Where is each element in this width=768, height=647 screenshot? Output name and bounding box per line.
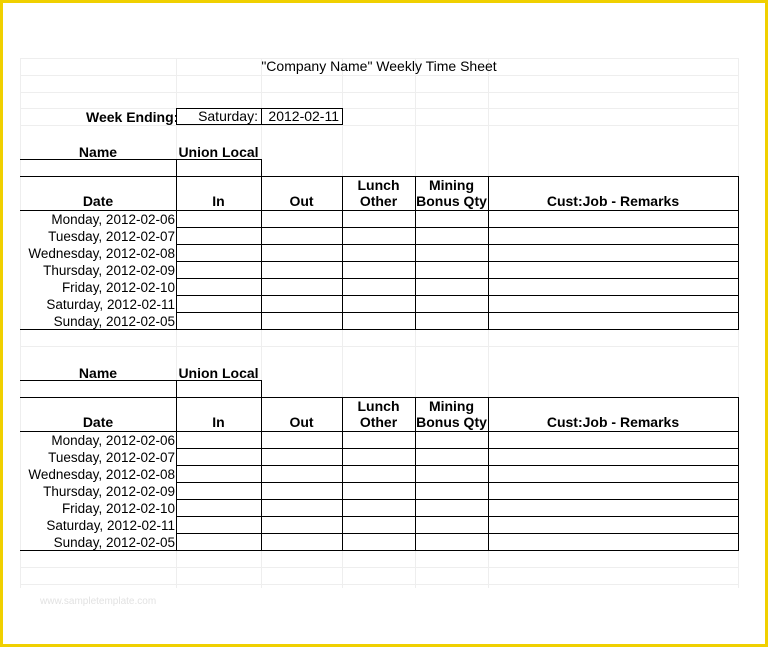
col-lunch-line2: Other bbox=[359, 193, 398, 209]
union-local-label: Union Local bbox=[178, 144, 259, 160]
name-label: Name bbox=[78, 365, 118, 381]
gridline bbox=[20, 346, 738, 347]
day-row-label: Friday, 2012-02-10 bbox=[61, 501, 175, 516]
day-row-label: Thursday, 2012-02-09 bbox=[43, 263, 175, 278]
col-out: Out bbox=[289, 414, 314, 430]
gridline bbox=[20, 125, 738, 126]
col-mining-line2: Bonus Qty bbox=[416, 414, 487, 430]
day-row-label: Saturday, 2012-02-11 bbox=[46, 518, 175, 533]
col-mining-line1: Mining bbox=[428, 177, 475, 193]
day-row-label: Wednesday, 2012-02-08 bbox=[28, 467, 175, 482]
col-lunch bbox=[342, 398, 415, 430]
col-mining-line2: Bonus Qty bbox=[416, 193, 487, 209]
col-lunch-line1: Lunch bbox=[357, 398, 400, 414]
name-label: Name bbox=[78, 144, 118, 160]
week-ending-label: Week Ending: bbox=[86, 109, 179, 125]
col-in: In bbox=[212, 414, 225, 430]
day-row-label: Sunday, 2012-02-05 bbox=[53, 535, 175, 550]
week-ending-day-cell[interactable]: Saturday: bbox=[176, 108, 262, 125]
day-row-label: Friday, 2012-02-10 bbox=[61, 280, 175, 295]
gridline bbox=[20, 567, 738, 568]
col-out: Out bbox=[289, 193, 314, 209]
col-lunch-line1: Lunch bbox=[357, 177, 400, 193]
col-lunch bbox=[342, 177, 415, 209]
col-remarks: Cust:Job - Remarks bbox=[546, 414, 680, 430]
col-date: Date bbox=[82, 414, 114, 430]
gridline bbox=[20, 584, 738, 585]
union-local-label: Union Local bbox=[178, 365, 259, 381]
week-ending-date-cell[interactable]: 2012-02-11 bbox=[261, 108, 343, 125]
col-mining-line1: Mining bbox=[428, 398, 475, 414]
col-mining bbox=[415, 177, 488, 209]
col-date: Date bbox=[82, 193, 114, 209]
sheet-title: "Company Name" Weekly Time Sheet bbox=[261, 58, 497, 74]
day-row-label: Thursday, 2012-02-09 bbox=[43, 484, 175, 499]
watermark-text: www.sampletemplate.com bbox=[40, 596, 157, 607]
col-remarks: Cust:Job - Remarks bbox=[546, 193, 680, 209]
day-row-label: Tuesday, 2012-02-07 bbox=[48, 229, 175, 244]
gridline bbox=[20, 92, 738, 93]
day-row-label: Sunday, 2012-02-05 bbox=[53, 314, 175, 329]
col-lunch-line2: Other bbox=[359, 414, 398, 430]
day-row-label: Monday, 2012-02-06 bbox=[51, 433, 175, 448]
gridline bbox=[20, 75, 738, 76]
col-in: In bbox=[212, 193, 225, 209]
col-mining bbox=[415, 398, 488, 430]
day-row-label: Wednesday, 2012-02-08 bbox=[28, 246, 175, 261]
day-row-label: Tuesday, 2012-02-07 bbox=[48, 450, 175, 465]
day-row-label: Monday, 2012-02-06 bbox=[51, 212, 175, 227]
day-row-label: Saturday, 2012-02-11 bbox=[46, 297, 175, 312]
